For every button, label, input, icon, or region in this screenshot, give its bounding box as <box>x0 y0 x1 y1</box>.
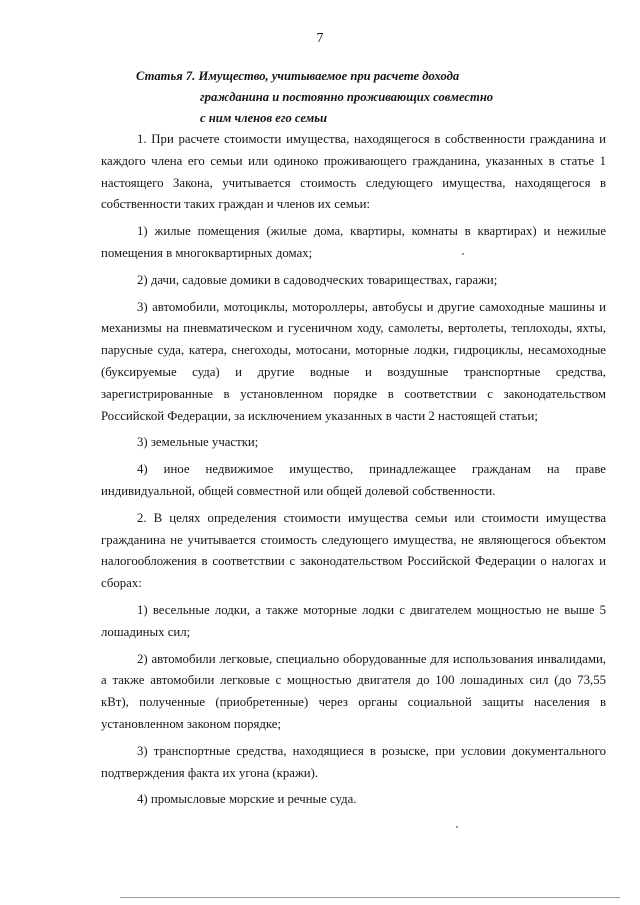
article-body <box>101 129 606 811</box>
paragraph-item-rowing-boats: 1) весельные лодки, а также моторные лодки с двигателем мощностью не выше 5 лошадиных сил; <box>101 602 606 639</box>
page-number: 7 <box>316 31 324 46</box>
scan-speck <box>462 253 464 255</box>
article-heading-line-3: с ним членов его семьи <box>200 111 328 125</box>
scan-edge-line <box>120 897 620 898</box>
scan-speck <box>456 826 458 828</box>
paragraph-item-dachas: 2) дачи, садовые домики в садоводческих товариществах, гаражи; <box>137 272 498 287</box>
paragraph-item-residential: 1) жилые помещения (жилые дома, квартиры, комнаты в квартирах) и нежилые помещения в многоквартирных домах; <box>101 224 606 260</box>
paragraph-part-1-intro: 1. При расчете стоимости имущества, находящегося в собственности гражданина и каждого члена его семьи или одиноко проживающего гражданина, указанных в статье 1 настоящего Закона, учитывается стоимость следующего имущества, находящегося в собственности таких граждан и членов их семьи: <box>101 132 606 212</box>
paragraph-item-disabled-cars: 2) автомобили легковые, специально оборудованные для использования инвалидами, а также автомобили легковые с мощностью двигателя до 100 лошадиных сил (до 73,55 кВт), полученные (приобретенные) через органы социальной защиты населения в установленном законом порядке; <box>101 651 606 731</box>
paragraph-item-land: 3) земельные участки; <box>137 435 259 450</box>
paragraph-item-stolen-vehicles: 3) транспортные средства, находящиеся в розыске, при условии документального подтверждения факта их угона (кражи). <box>101 743 606 780</box>
article-heading-line-1: Статья 7. Имущество, учитываемое при расчете дохода <box>136 69 460 83</box>
paragraph-item-vehicles: 3) автомобили, мотоциклы, мотороллеры, автобусы и другие самоходные машины и механизмы на пневматическом и гусеничном ходу, самолеты, вертолеты, теплоходы, яхты, парусные суда, катера, снегоходы, мотосани, моторные лодки, гидроциклы, несамоходные (буксируемые суда) и другие водные и воздушные транспортные средства, зарегистрированные в установленном порядке в соответствии с законодательством Российской Федерации, за исключением указанных в части 2 настоящей статьи; <box>101 299 606 423</box>
article-heading-line-2: гражданина и постоянно проживающих совместно <box>200 90 494 104</box>
paragraph-item-fishing-vessels: 4) промысловые морские и речные суда. <box>137 792 357 807</box>
paragraph-part-2-intro: 2. В целях определения стоимости имущества семьи или стоимости имущества гражданина не учитывается стоимость следующего имущества, не являющегося объектом налогообложения в соответствии с законодательством Российской Федерации о налогах и сборах: <box>101 510 606 591</box>
paragraph-item-real-estate: 4) иное недвижимое имущество, принадлежащее гражданам на праве индивидуальной, общей совместной или общей долевой собственности. <box>101 462 606 498</box>
article-heading <box>136 66 556 129</box>
